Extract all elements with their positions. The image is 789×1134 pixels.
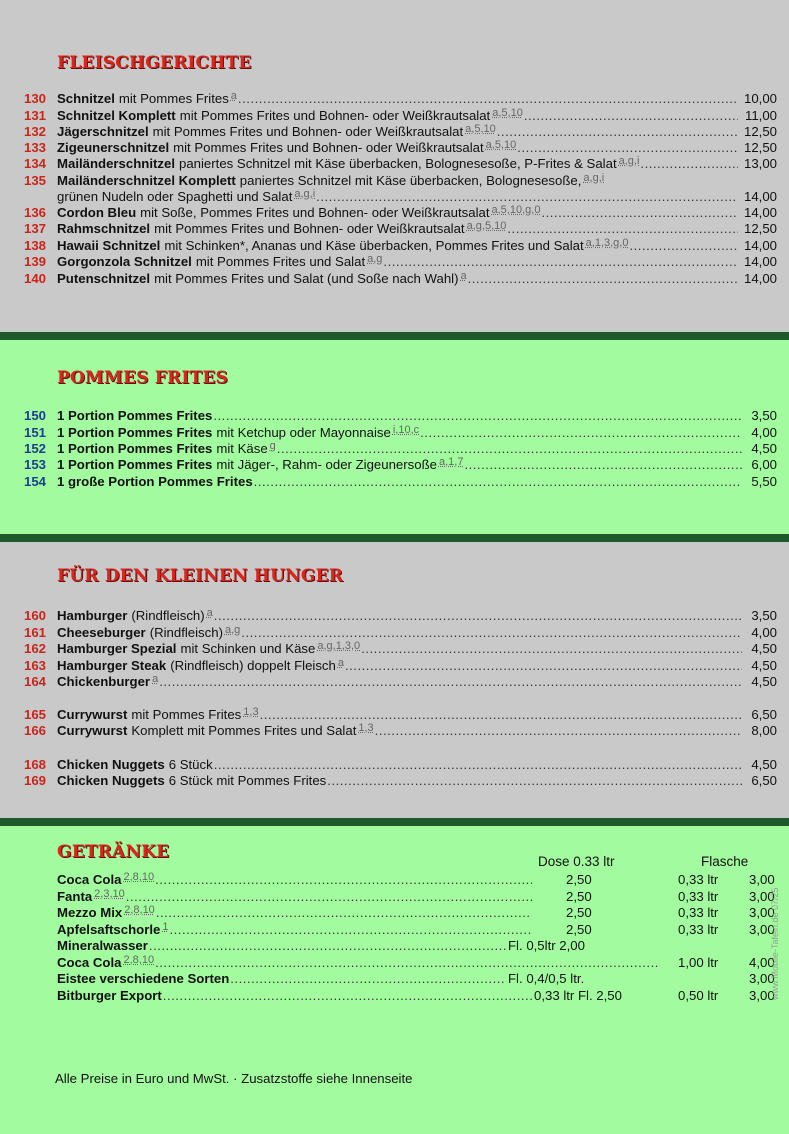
menu-item (0, 723, 789, 739)
item-name: Mailänderschnitzel (57, 156, 175, 171)
item-number: 150 (24, 408, 47, 423)
item-number: 169 (24, 773, 47, 788)
item-name: Cordon Bleu (57, 205, 137, 220)
item-name: 1 Portion Pommes Frites (57, 441, 213, 456)
dot-leader (238, 91, 738, 107)
item-name: Chicken Nuggets (57, 773, 165, 788)
item-price: 4,50 (751, 674, 777, 689)
drinks-col-flasche: Flasche (701, 854, 749, 869)
item-name: Mailänderschnitzel Komplett (57, 173, 236, 188)
item-additives: 1,3 (243, 707, 259, 718)
drink-name: Eistee verschiedene Sorten (57, 971, 230, 986)
drink-bottle-size: 0,33 ltr (678, 889, 719, 904)
item-price: 6,00 (751, 457, 777, 472)
drink-dose-price: 0,33 ltr Fl. 2,50 (534, 988, 622, 1003)
dot-leader (155, 872, 532, 888)
drink-description (57, 988, 532, 1004)
divider-2 (0, 534, 789, 542)
drink-name: Mineralwasser (57, 938, 148, 953)
item-description (57, 221, 738, 238)
drink-bottle-price: 3,00 (749, 872, 775, 887)
dot-leader (629, 238, 738, 254)
drink-description (57, 905, 532, 922)
menu-item (0, 205, 789, 221)
item-description (57, 625, 742, 642)
item-name: 1 Portion Pommes Frites (57, 425, 213, 440)
item-additives: a,1,3,g,0 (585, 238, 629, 249)
item-description (57, 156, 738, 173)
item-description (57, 674, 742, 691)
item-additives: a (230, 91, 237, 102)
drink-description (57, 938, 506, 954)
item-additives: a,g,i (583, 173, 605, 184)
item-price: 4,50 (751, 757, 777, 772)
drink-item (0, 922, 789, 938)
item-number: 135 (24, 173, 47, 188)
item-price: 4,50 (751, 641, 777, 656)
dot-leader (163, 988, 532, 1004)
item-description (57, 408, 742, 424)
dot-leader (277, 441, 742, 457)
menu-item (0, 124, 789, 140)
drink-name: Bitburger Export (57, 988, 162, 1003)
dot-leader (464, 457, 742, 473)
item-description (57, 457, 742, 474)
heading-getraenke: GETRÄNKE (57, 842, 170, 862)
drink-bottle-size: 1,00 ltr (678, 955, 719, 970)
item-number: 164 (24, 674, 47, 689)
item-description (57, 238, 738, 255)
item-detail: paniertes Schnitzel mit Käse überbacken, Bolognesesoße, (239, 173, 582, 188)
dot-leader (468, 271, 738, 287)
item-number: 137 (24, 221, 47, 236)
item-description (57, 707, 742, 724)
drink-bottle-price: 3,00 (749, 905, 775, 920)
drink-item (0, 889, 789, 905)
dot-leader (214, 757, 742, 773)
heading-pommes-frites: POMMES FRITES (57, 368, 229, 388)
dot-leader (420, 425, 742, 441)
item-additives: a,g,5,10 (466, 221, 507, 232)
item-price: 13,00 (743, 156, 777, 171)
drink-bottle-price: 3,00 (749, 988, 775, 1003)
item-name: Putenschnitzel (57, 271, 151, 286)
drink-bottle-size: 0,33 ltr (678, 922, 719, 937)
drink-bottle-size: 0,33 ltr (678, 905, 719, 920)
item-detail: mit Jäger-, Rahm- oder Zigeunersoße (216, 457, 437, 472)
item-number: 139 (24, 254, 47, 269)
item-number: 154 (24, 474, 47, 489)
item-detail: (Rindfleisch) doppelt Fleisch (170, 658, 336, 673)
menu-item (0, 773, 789, 789)
item-name: Hamburger Spezial (57, 641, 177, 656)
dot-leader (497, 124, 738, 140)
item-detail: paniertes Schnitzel mit Käse überbacken, Bolognesesoße, P-Frites & Salat (179, 156, 617, 171)
drink-name: Fanta (57, 889, 93, 904)
menu-item-continued (0, 189, 789, 205)
footer-note: Alle Preise in Euro und MwSt. · Zusatzstoffe siehe Innenseite (55, 1071, 413, 1086)
menu-item (0, 91, 789, 107)
item-detail: mit Pommes Frites und Bohnen- oder Weißkrautsalat (173, 140, 484, 155)
menu-item (0, 707, 789, 723)
menu-item (0, 658, 789, 674)
dot-leader (230, 971, 506, 987)
heading-kleiner-hunger: FÜR DEN KLEINEN HUNGER (57, 566, 344, 586)
item-price: 8,00 (751, 723, 777, 738)
item-price: 4,50 (751, 658, 777, 673)
item-description (57, 441, 742, 458)
dot-leader (517, 140, 738, 156)
item-detail: mit Pommes Frites (131, 707, 242, 722)
item-number: 132 (24, 124, 47, 139)
drink-description (57, 922, 532, 939)
item-description (57, 124, 738, 141)
item-price: 14,00 (743, 254, 777, 269)
item-name: Jägerschnitzel (57, 124, 149, 139)
drink-additives: 2,8,10 (123, 955, 155, 966)
item-detail: (Rindfleisch) (131, 608, 205, 623)
dot-leader (156, 905, 532, 921)
drink-name: Apfelsaftschorle (57, 922, 161, 937)
drink-name: Mezzo Mix (57, 905, 123, 920)
item-number: 130 (24, 91, 47, 106)
dot-leader (375, 723, 742, 739)
menu-item (0, 173, 789, 189)
item-name: Zigeunerschnitzel (57, 140, 170, 155)
menu-item (0, 140, 789, 156)
drink-additives: 2,8,10 (123, 872, 155, 883)
item-number: 136 (24, 205, 47, 220)
item-name: Chickenburger (57, 674, 151, 689)
menu-item (0, 425, 789, 441)
item-detail: mit Käse (216, 441, 268, 456)
item-detail: mit Pommes Frites und Bohnen- oder Weißkrautsalat (154, 221, 465, 236)
item-number: 152 (24, 441, 47, 456)
vertical-note: www.Mobile-Tafeln.de 07/25 (770, 887, 780, 1000)
item-number: 162 (24, 641, 47, 656)
menu-item (0, 238, 789, 254)
item-additives: a (152, 674, 159, 685)
item-name: Rahmschnitzel (57, 221, 151, 236)
item-additives: a,5,10 (465, 124, 496, 135)
menu-item (0, 156, 789, 172)
item-price: 4,50 (751, 441, 777, 456)
item-price: 3,50 (751, 608, 777, 623)
drink-item (0, 971, 789, 987)
item-detail: mit Pommes Frites und Salat (und Soße nach Wahl) (154, 271, 459, 286)
item-detail: Komplett mit Pommes Frites und Salat (131, 723, 357, 738)
item-price: 14,00 (743, 205, 777, 220)
item-description (57, 91, 738, 108)
menu-item (0, 641, 789, 657)
item-name: Hawaii Schnitzel (57, 238, 161, 253)
item-price: 3,50 (751, 408, 777, 423)
drink-dose-price: Fl. 0,4/0,5 ltr. (508, 971, 585, 986)
drink-item (0, 938, 789, 954)
item-name: Chicken Nuggets (57, 757, 165, 772)
drink-name: Coca Cola (57, 872, 122, 887)
drink-bottle-size: 0,33 ltr (678, 872, 719, 887)
item-number: 153 (24, 457, 47, 472)
item-number: 131 (24, 108, 47, 123)
item-price: 4,00 (751, 425, 777, 440)
drink-item (0, 905, 789, 921)
drink-item (0, 872, 789, 888)
menu-item (0, 608, 789, 624)
drink-item (0, 988, 789, 1004)
drink-dose-price: 2,50 (566, 905, 592, 920)
drink-additives: 2,3,10 (94, 889, 125, 900)
drinks-col-dose: Dose 0.33 ltr (538, 854, 615, 869)
item-description (57, 205, 738, 222)
item-description (57, 189, 738, 206)
dot-leader (213, 408, 742, 424)
item-description (57, 254, 738, 271)
item-additives: a (337, 658, 344, 669)
item-price: 14,00 (743, 238, 777, 253)
item-name: Hamburger (57, 608, 128, 623)
item-number: 168 (24, 757, 47, 772)
drink-bottle-price: 3,00 (749, 889, 775, 904)
item-name: Currywurst (57, 723, 128, 738)
item-price: 6,50 (751, 707, 777, 722)
menu-item (0, 408, 789, 424)
divider-3 (0, 818, 789, 826)
menu-item (0, 457, 789, 473)
item-description (57, 658, 742, 675)
item-number: 166 (24, 723, 47, 738)
item-price: 14,00 (743, 271, 777, 286)
item-price: 6,50 (751, 773, 777, 788)
item-name: Schnitzel Komplett (57, 108, 176, 123)
item-detail: mit Pommes Frites und Bohnen- oder Weißkrautsalat (152, 124, 464, 139)
item-additives: a,g (367, 254, 383, 265)
item-price: 10,00 (743, 91, 777, 106)
item-description (57, 173, 738, 190)
drink-name: Coca Cola (57, 955, 122, 970)
item-number: 133 (24, 140, 47, 155)
item-price: 5,50 (751, 474, 777, 489)
item-detail: 6 Stück (168, 757, 213, 772)
dot-leader (316, 189, 738, 205)
item-additives: a,1,7 (438, 457, 464, 468)
dot-leader (126, 889, 532, 905)
item-detail: mit Pommes Frites (118, 91, 229, 106)
item-name: 1 Portion Pommes Frites (57, 457, 213, 472)
dot-leader (169, 922, 532, 938)
item-detail: mit Schinken und Käse (180, 641, 316, 656)
item-detail: mit Pommes Frites und Bohnen- oder Weißkrautsalat (179, 108, 491, 123)
item-additives: 1,3 (358, 723, 374, 734)
dot-leader (383, 254, 738, 270)
drink-additives: 2,8,10 (124, 905, 155, 916)
menu-item (0, 108, 789, 124)
dot-leader (149, 938, 506, 954)
item-number: 163 (24, 658, 47, 673)
item-price: 12,50 (743, 124, 777, 139)
item-additives: a,5,10 (485, 140, 517, 151)
dot-leader (260, 707, 742, 723)
dot-leader (214, 608, 742, 624)
item-detail: mit Pommes Frites und Salat (195, 254, 366, 269)
menu-item (0, 271, 789, 287)
menu-item (0, 221, 789, 237)
item-additives: a (206, 608, 213, 619)
item-number: 151 (24, 425, 47, 440)
item-name: Schnitzel (57, 91, 115, 106)
item-price: 12,50 (743, 140, 777, 155)
drink-item (0, 955, 789, 971)
dot-leader (159, 674, 742, 690)
menu-item (0, 254, 789, 270)
dot-leader (155, 955, 660, 971)
drink-dose-price: 2,50 (566, 922, 592, 937)
item-price: 11,00 (744, 108, 777, 123)
drink-dose-price: 2,50 (566, 872, 592, 887)
item-additives: a,g,i (294, 189, 316, 200)
drink-description (57, 971, 506, 987)
drink-dose-price: Fl. 0,5ltr 2,00 (508, 938, 585, 953)
dot-leader (361, 641, 742, 657)
item-name: Hamburger Steak (57, 658, 167, 673)
item-additives: a,g,1,3,0 (317, 641, 361, 652)
menu-item (0, 441, 789, 457)
item-description (57, 608, 742, 625)
item-name: Gorgonzola Schnitzel (57, 254, 192, 269)
item-name: Cheeseburger (57, 625, 146, 640)
item-additives: i,10,c (392, 425, 420, 436)
item-description (57, 773, 742, 789)
menu-item (0, 757, 789, 773)
item-number: 161 (24, 625, 47, 640)
menu-item (0, 625, 789, 641)
heading-fleischgerichte: FLEISCHGERICHTE (57, 53, 252, 73)
item-additives: g (269, 441, 276, 452)
item-detail: (Rindfleisch) (149, 625, 223, 640)
item-additives: a (460, 271, 467, 282)
item-detail: grünen Nudeln oder Spaghetti und Salat (57, 189, 293, 204)
item-additives: a,g (224, 625, 241, 636)
dot-leader (640, 156, 738, 172)
item-description (57, 757, 742, 773)
drink-bottle-size: 0,50 ltr (678, 988, 719, 1003)
drink-additives: 1 (162, 922, 169, 933)
item-additives: a,5,10,g,0 (491, 205, 541, 216)
item-name: 1 große Portion Pommes Frites (57, 474, 253, 489)
item-price: 12,50 (743, 221, 777, 236)
drink-description (57, 872, 532, 889)
item-number: 160 (24, 608, 47, 623)
item-detail: mit Schinken*, Ananas und Käse überbacken, Pommes Frites und Salat (164, 238, 584, 253)
item-price: 14,00 (743, 189, 777, 204)
item-description (57, 140, 738, 157)
dot-leader (541, 205, 738, 221)
item-detail: 6 Stück mit Pommes Frites (168, 773, 327, 788)
drink-description (57, 889, 532, 906)
item-number: 140 (24, 271, 47, 286)
item-additives: a,g,i (618, 156, 640, 167)
item-description (57, 641, 742, 658)
dot-leader (524, 108, 738, 124)
item-number: 134 (24, 156, 47, 171)
drink-dose-price: 2,50 (566, 889, 592, 904)
item-name: 1 Portion Pommes Frites (57, 408, 213, 423)
item-number: 165 (24, 707, 47, 722)
drink-description (57, 955, 660, 972)
dot-leader (507, 221, 738, 237)
item-detail: mit Soße, Pommes Frites und Bohnen- oder Weißkrautsalat (140, 205, 490, 220)
item-description (57, 425, 742, 442)
item-additives: a,5,10 (492, 108, 523, 119)
drink-bottle-price: 4,00 (749, 955, 775, 970)
item-description (57, 723, 742, 740)
menu-item (0, 474, 789, 490)
item-description (57, 108, 738, 125)
item-description (57, 474, 742, 490)
item-number: 138 (24, 238, 47, 253)
dot-leader (254, 474, 742, 490)
drink-bottle-price: 3,00 (749, 922, 775, 937)
drink-bottle-price: 3,00 (749, 971, 775, 986)
dot-leader (345, 658, 742, 674)
item-description (57, 271, 738, 288)
menu-item (0, 674, 789, 690)
item-detail: mit Ketchup oder Mayonnaise (216, 425, 391, 440)
item-price: 4,00 (751, 625, 777, 640)
dot-leader (241, 625, 742, 641)
divider-1 (0, 332, 789, 340)
dot-leader (327, 773, 742, 789)
item-name: Currywurst (57, 707, 128, 722)
